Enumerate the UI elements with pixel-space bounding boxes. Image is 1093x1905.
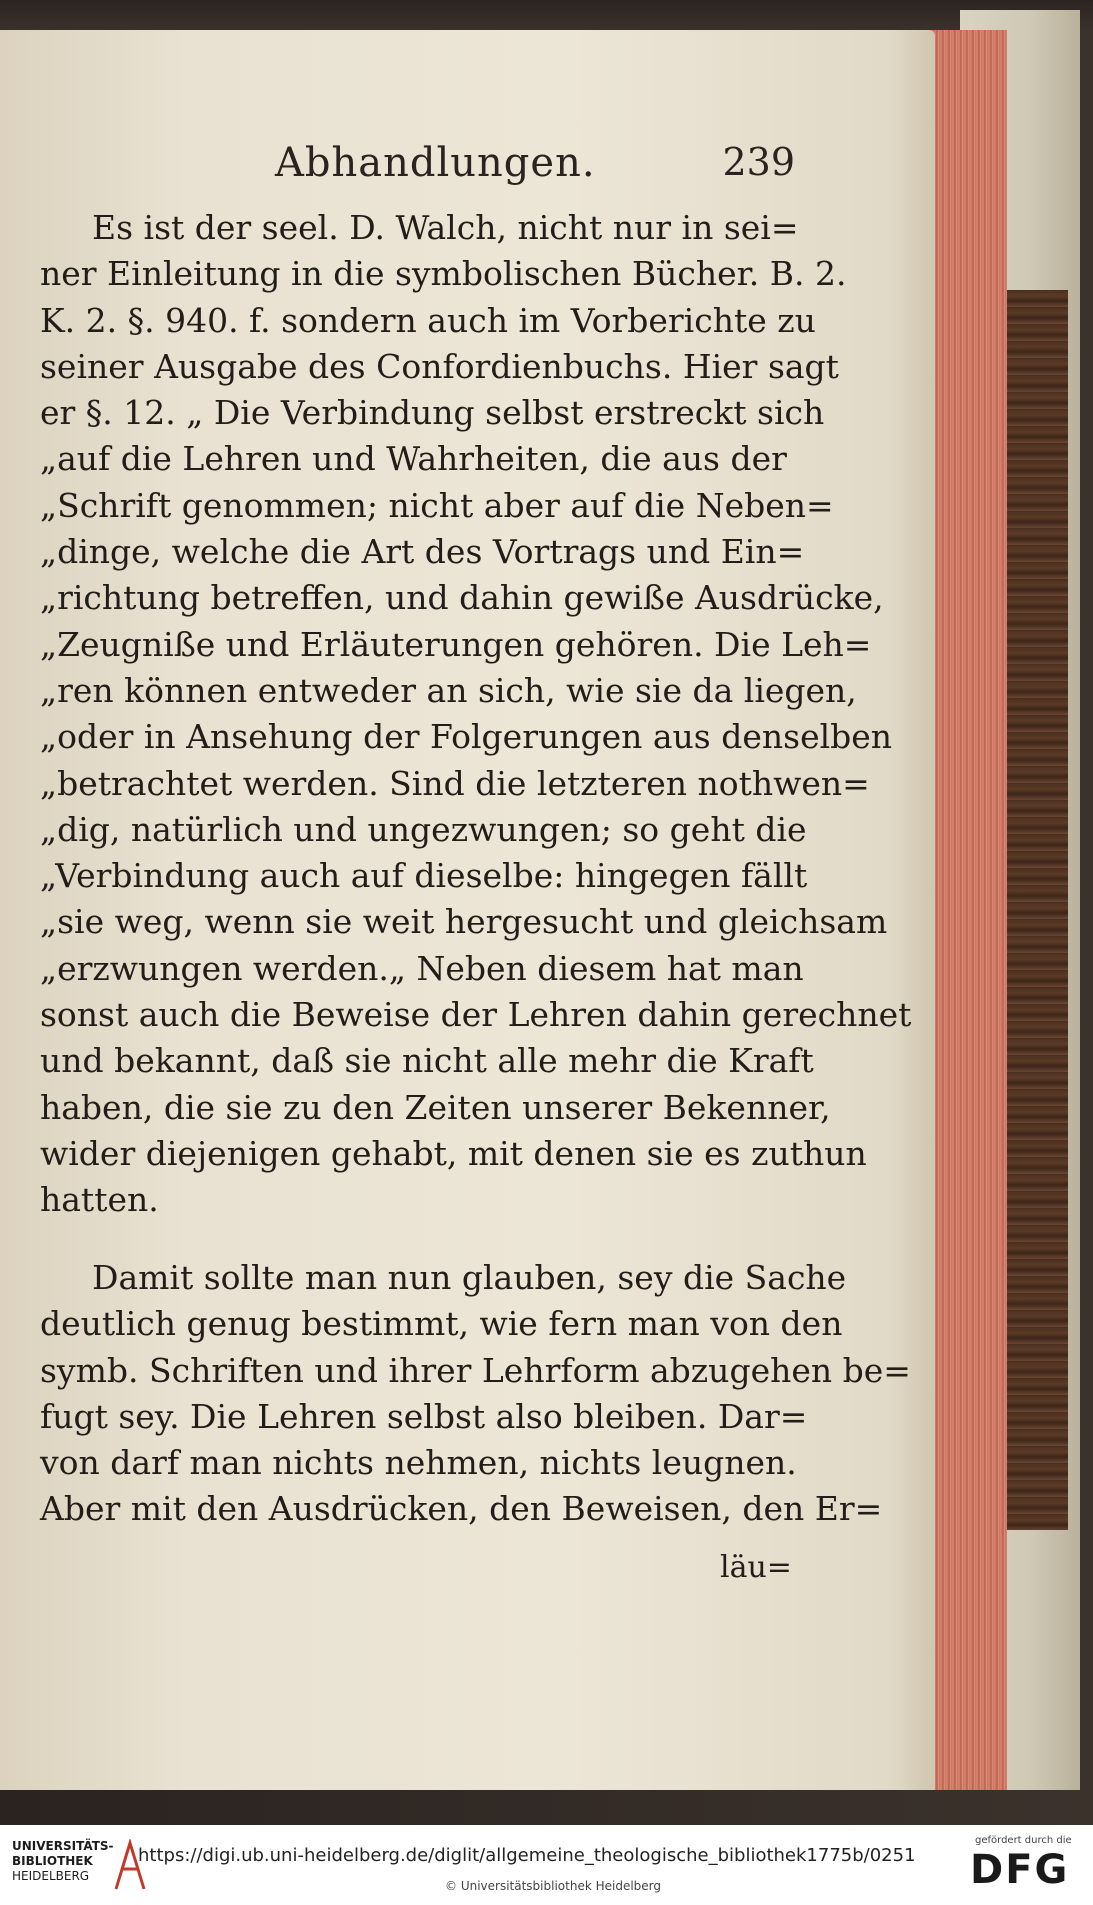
library-name-line: HEIDELBERG <box>12 1869 90 1883</box>
page-edges <box>925 30 1007 1790</box>
text-line: haben, die sie zu den Zeiten unserer Bekenner, <box>40 1087 831 1127</box>
funding-label: gefördert durch die <box>975 1835 1072 1846</box>
text-line: Es ist der seel. D. Walch, nicht nur in sei= <box>92 208 799 247</box>
text-line: seiner Ausgabe des Confordienbuchs. Hier sagt <box>40 346 839 386</box>
text-line: fugt sey. Die Lehren selbst also bleiben. Dar= <box>40 1396 808 1436</box>
text-line: wider diejenigen gehabt, mit denen sie es zuthun <box>40 1133 867 1173</box>
text-line: „Zeugniße und Erläuterungen gehören. Die Leh= <box>40 624 872 664</box>
scan-background-top <box>0 0 1093 30</box>
text-line: und bekannt, daß sie nicht alle mehr die Kraft <box>40 1041 814 1081</box>
text-line: „sie weg, wenn sie weit hergesucht und gleichsam <box>40 902 888 942</box>
text-line: er §. 12. „ Die Verbindung selbst erstreckt sich <box>40 393 825 433</box>
paragraph-2 <box>40 1255 911 1533</box>
copyright-text: © Universitätsbibliothek Heidelberg <box>445 1879 662 1893</box>
text-line: „Schrift genommen; nicht aber auf die Neben= <box>40 485 834 525</box>
text-line: „oder in Ansehung der Folgerungen aus denselben <box>40 717 893 757</box>
text-line: deutlich genug bestimmt, wie fern man von den <box>40 1304 843 1344</box>
catchword: läu= <box>720 1550 792 1585</box>
book-board-leather <box>1000 290 1068 1530</box>
text-line: „auf die Lehren und Wahrheiten, die aus der <box>40 439 787 479</box>
library-logo <box>12 1839 122 1884</box>
text-line: K. 2. §. 940. f. sondern auch im Vorberichte zu <box>40 300 816 340</box>
text-line: „richtung betreffen, und dahin gewiße Ausdrücke, <box>40 578 884 618</box>
permalink-url[interactable]: https://digi.ub.uni-heidelberg.de/diglit/allgemeine_theologische_bibliothek1775b/0251 <box>138 1845 916 1866</box>
text-line: Aber mit den Ausdrücken, den Beweisen, den Er= <box>40 1489 883 1529</box>
text-line: „dig, natürlich und ungezwungen; so geht die <box>40 809 807 849</box>
page-header <box>275 140 795 190</box>
dfg-logo: DFG <box>970 1847 1070 1893</box>
text-line: „betrachtet werden. Sind die letzteren nothwen= <box>40 763 870 803</box>
text-line: „dinge, welche die Art des Vortrags und Ein= <box>40 532 805 572</box>
text-line: von darf man nichts nehmen, nichts leugnen. <box>40 1443 797 1483</box>
text-line: „ren können entweder an sich, wie sie da liegen, <box>40 670 857 710</box>
library-name-line: UNIVERSITÄTS- <box>12 1839 114 1853</box>
footer-bar <box>0 1825 1093 1905</box>
text-line: symb. Schriften und ihrer Lehrform abzugehen be= <box>40 1350 911 1390</box>
paragraph-1 <box>40 205 912 1224</box>
text-line: ner Einleitung in die symbolischen Bücher. B. 2. <box>40 254 847 294</box>
library-name-line: BIBLIOTHEK <box>12 1854 93 1868</box>
text-line: hatten. <box>40 1180 159 1220</box>
text-line: sonst auch die Beweise der Lehren dahin gerechnet <box>40 995 912 1035</box>
text-line: Damit sollte man nun glauben, sey die Sache <box>92 1258 847 1297</box>
page-number: 239 <box>722 140 795 184</box>
text-line: „Verbindung auch auf dieselbe: hingegen fällt <box>40 856 808 896</box>
text-line: „erzwungen werden.„ Neben diesem hat man <box>40 948 804 988</box>
running-title: Abhandlungen. <box>275 140 596 186</box>
